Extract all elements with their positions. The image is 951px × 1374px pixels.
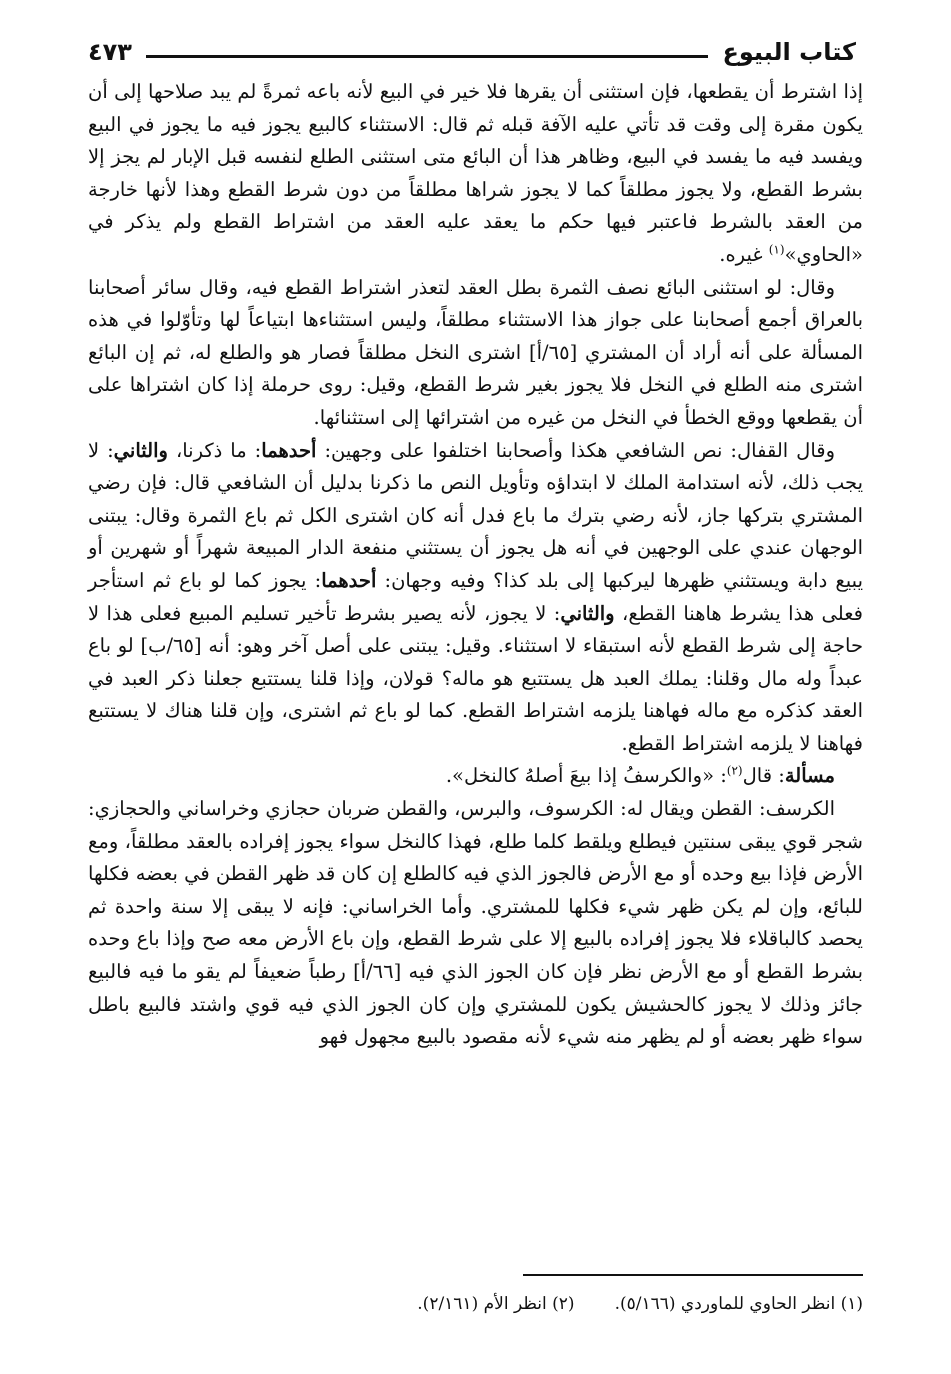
paragraph-1-tail: غيره. — [719, 242, 769, 266]
bold-term-first-2: أحدهما — [321, 568, 377, 592]
bold-term-second-2: والثاني — [560, 601, 615, 625]
mas-ala-quote: : «والكرسفُ إذا بيعَ أصلهُ كالنخل». — [445, 764, 727, 788]
mas-ala-mid: : قال — [742, 764, 785, 788]
chapter-title: كتاب البيوع — [722, 38, 856, 66]
footnote-ref-2: (٢) — [726, 763, 743, 778]
mas-ala-label: مسألة — [784, 764, 835, 788]
paragraph-3 — [88, 435, 863, 761]
paragraph-5: الكرسف: القطن ويقال له: الكرسوف، والبرس، والقطن ضربان حجازي وخراساني والحجازي: شجر قوي يبقى سنتين فيطلع ويلقط كلما طلع، فهذا كالنخل سواء يجوز إفراده بالعقد مطلقاً، ومع الأرض فإذا بيع وحده أو مع الأرض فالجوز الذي فيه كالطلع إن كان قد ظهر القطن في بعضه فكلها للبائع، وإن لم يكن ظهر شيء فكلها للمشتري. وأما الخراساني: فإنه لا يبقى إلا سنة واحدة ثم يحصد كالباقلاء فلا يجوز إفراده بالبيع إلا على شرط القطع، وإن باع الأرض معه صح وإذا باع وحده بشرط القطع أو مع الأرض نظر فإن كان الجوز الذي فيه [٦٦/أ] رطباً ضعيفاً لم يقو ما فيه فالبيع جائز وذلك لا يجوز كالحشيش يكون للمشتري وإن كان الجوز الذي فيه قوي واشتد فالبيع باطل سواء ظهر بعضه أو لم يظهر منه شيء لأنه مقصود بالبيع مجهول فهو — [88, 797, 863, 1049]
bold-term-second-1: والثاني — [113, 438, 168, 462]
footnote-ref-1: (١) — [768, 242, 785, 257]
bold-term-first-1: أحدهما — [261, 438, 317, 462]
paragraph-3-part-3: : لا يجب ذلك، لأنه استدامة الملك لا ابتداؤه وتأويل النص ما ذكرنا بدليل أن الشافعي قال: فإن رضي المشتري بتركها جاز، لأنه رضي بترك ما باع فدل أنه كان اشترى الكل ثم باع الثمرة وقال: يبتنى الوجهان عندي على الوجهين في أنه هل يجوز أن يستثني منفعة الدار المبيعة شهراً أو شهرين أو يبيع دابة ويستثني ظهرها ليركبها إلى بلد كذا؟ وفيه وجهان: — [88, 438, 863, 592]
paragraph-3-part-1: وقال القفال: نص الشافعي هكذا وأصحابنا اختلفوا على وجهين: — [316, 438, 836, 462]
paragraph-1 — [88, 76, 863, 272]
paragraph-3-part-4: : يجوز كما لو باع ثم استأجر فعلى هذا يشرط هاهنا القطع، — [88, 568, 863, 625]
paragraph-3-part-5: : لا يجوز، لأنه يصير بشرط تأخير تسليم المبيع فعلى هذا لا حاجة إلى شرط القطع لأنه استبقاء لا استثناء. وقيل: يبتنى على أصل آخر وهو: أنه [٦٥/ب] لو باع عبداً وله مال وقلنا: يملك العبد هل يستتبع هو ماله؟ قولان، وإذا قلنا يستتبع جعلنا ذكر العبد في العقد كذكره مع ماله فهاهنا يلزمه اشتراط القطع. كما لو باع ثم اشترى، وإن قلنا هناك لا يستتبع فهاهنا لا يلزمه اشتراط القطع. — [88, 601, 864, 755]
paragraph-1-text: إذا اشترط أن يقطعها، فإن استثنى أن يقرها فلا خير في البيع لأنه باعه ثمرةً لم يبد صلاحها إلى أن يكون مقرة إلى وقت قد تأتي عليه الآفة قبله ثم قال: الاستثناء كالبيع يجوز فيه ما يجوز في البيع ويفسد فيه ما يفسد في البيع، وظاهر هذا أن البائع متى استثنى الطلع لنفسه قبل الإبار لم يجز إلا بشرط القطع، ولا يجوز مطلقاً كما لا يجوز شراها مطلقاً من دون شرط القطع وهذا لأنها خارجة من العقد بالشرط فاعتبر فيها حكم ما يعقد عليه العقد من اشتراط القطع ولم يذكر في «الحاوي» — [88, 80, 863, 266]
mas-ala-heading — [88, 760, 863, 793]
running-header — [88, 32, 856, 72]
footnotes — [200, 1292, 863, 1316]
footnote-2: (٢) انظر الأم (٢/١٦١). — [417, 1294, 575, 1314]
footnote-rule — [523, 1274, 863, 1276]
paragraph-3-part-2: : ما ذكرنا، — [167, 438, 262, 462]
main-text — [88, 76, 863, 1054]
paragraph-2: وقال: لو استثنى البائع نصف الثمرة بطل العقد لتعذر اشتراط القطع فيه، وقال سائر أصحابنا بالعراق أجمع أصحابنا على جواز هذا الاستثناء مطلقاً، وليس استثناءها ابتياعاً لها وتأوّلوا في هذه المسألة على أنه أراد أن المشتري [٦٥/أ] اشترى النخل مطلقاً فصار هو والطلع له، ثم إن البائع اشترى منه الطلع في النخل فلا يجوز بغير شرط القطع، وقيل: روى حرملة إذا كان اشتراها على أن يقطعها ووقع الخطأ في النخل من غيره من اشترائها إلى استثنائها. — [88, 275, 864, 429]
page-number: ٤٧٣ — [88, 38, 132, 66]
footnote-1: (١) انظر الحاوي للماوردي (٥/١٦٦). — [614, 1294, 863, 1314]
header-rule — [146, 55, 709, 58]
